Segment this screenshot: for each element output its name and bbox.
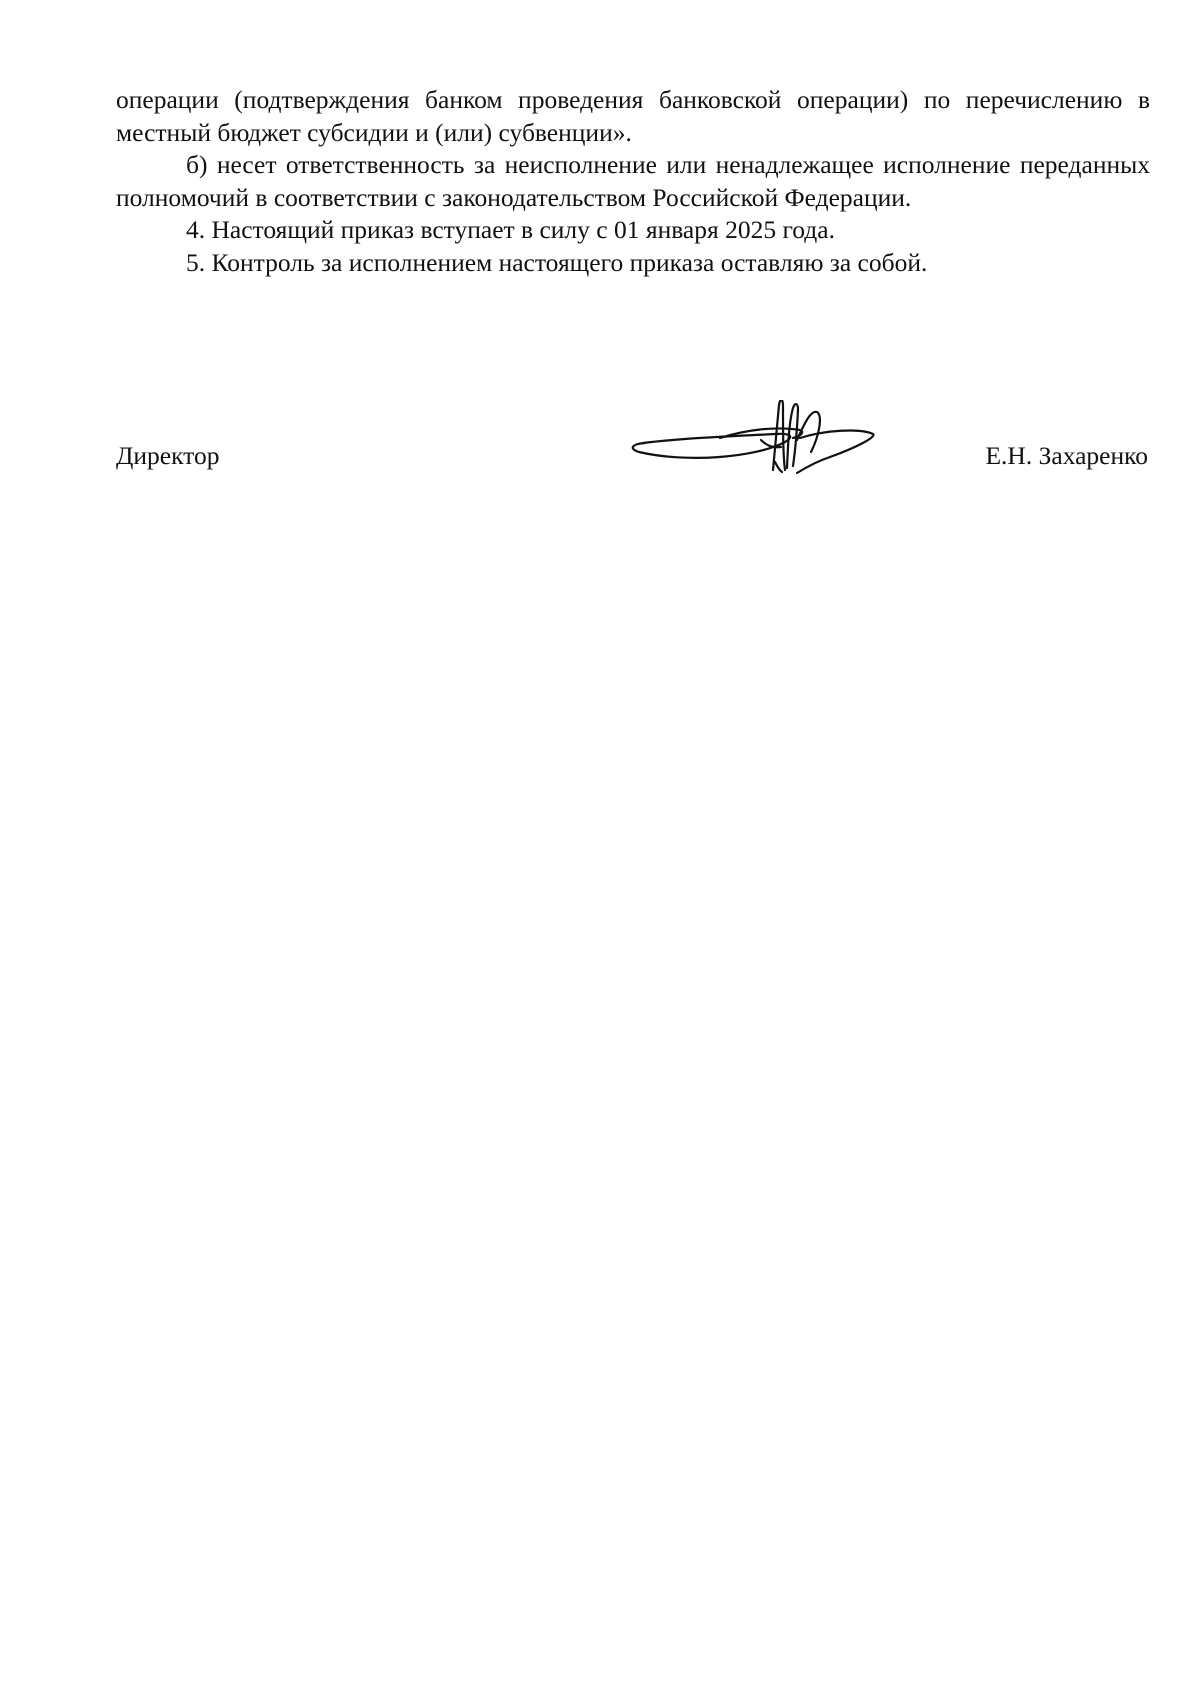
paragraph-continuation: операции (подтверждения банком проведения банковской операции) по перечислению в местный бюджет субсидии и (или) субвенции».: [116, 85, 1150, 147]
position-title: Директор: [116, 441, 220, 470]
paragraph-responsibility: б) несет ответственность за неисполнение или ненадлежащее исполнение переданных полномочий в соответствии с законодательством Российской Федерации.: [116, 150, 1150, 212]
paragraph-control: 5. Контроль за исполнением настоящего приказа оставляю за собой.: [186, 247, 928, 277]
signer-name: Е.Н. Захаренко: [985, 441, 1148, 470]
document-body: [116, 84, 1150, 279]
paragraph-effective-date: 4. Настоящий приказ вступает в силу с 01 января 2025 года.: [186, 215, 835, 244]
handwritten-signature: [625, 400, 905, 520]
